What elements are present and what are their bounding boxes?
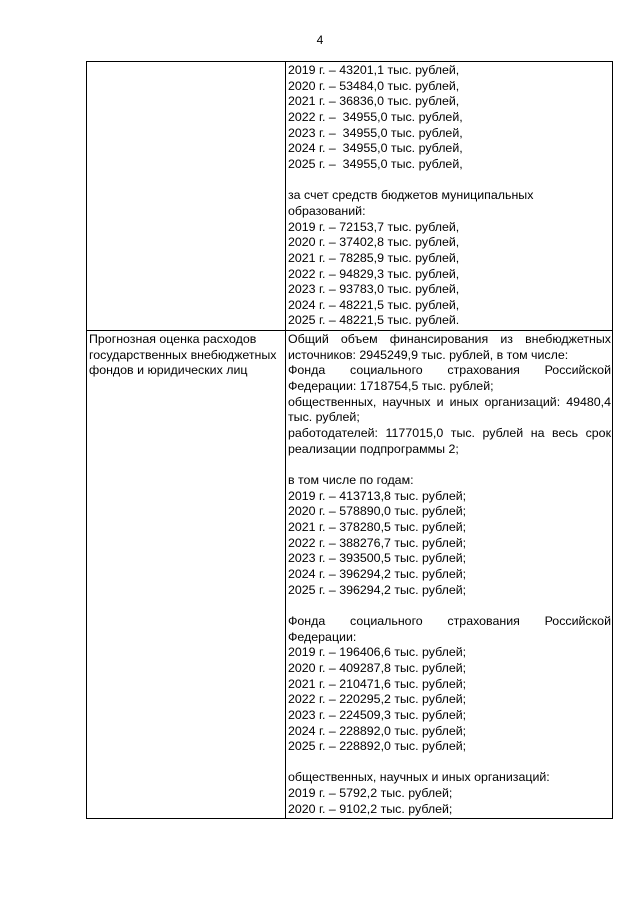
list-item: 2021 г. – 210471,6 тыс. рублей;	[288, 676, 467, 691]
list-item: 2023 г. – 93783,0 тыс. рублей,	[288, 282, 460, 297]
page-number: 4	[316, 33, 324, 47]
list-item: 2019 г. – 43201,1 тыс. рублей,	[288, 63, 460, 77]
by-years-list	[288, 489, 611, 599]
municipal-budget-heading: за счет средств бюджетов муниципальных образований:	[288, 188, 534, 218]
list-item: 2021 г. – 378280,5 тыс. рублей;	[288, 520, 467, 534]
row-label: Прогнозная оценка расходов государственных внебюджетных фондов и юридических лиц	[89, 332, 277, 378]
list-item: 2024 г. – 396294,2 тыс. рублей;	[288, 566, 467, 581]
list-item: 2023 г. – 224509,3 тыс. рублей;	[288, 707, 467, 722]
list-item: 2020 г. – 53484,0 тыс. рублей,	[288, 78, 460, 93]
row1-left-cell	[87, 62, 286, 331]
fss-total-paragraph: Фонда социального страхования Российской Федерации: 1718754,5 тыс. рублей;	[288, 363, 611, 394]
list-item: 2025 г. – 228892,0 тыс. рублей;	[288, 739, 467, 754]
financing-table	[86, 61, 613, 819]
fss-years-list	[288, 645, 611, 755]
row2-right-cell	[286, 331, 613, 819]
list-item: 2023 г. – 34955,0 тыс. рублей,	[288, 125, 463, 140]
list-item: 2021 г. – 36836,0 тыс. рублей,	[288, 94, 460, 109]
list-item: 2020 г. – 578890,0 тыс. рублей;	[288, 504, 467, 519]
list-item: 2024 г. – 34955,0 тыс. рублей,	[288, 141, 463, 156]
total-financing-paragraph: Общий объем финансирования из внебюджетных источников: 2945249,9 тыс. рублей, в том числе:	[288, 332, 611, 362]
list-item: 2023 г. – 393500,5 тыс. рублей;	[288, 551, 467, 566]
list-item: 2025 г. – 34955,0 тыс. рублей,	[288, 156, 463, 171]
orgs-total-paragraph: общественных, научных и иных организаций: 49480,4 тыс. рублей;	[288, 394, 611, 425]
row1-right-cell	[286, 62, 613, 331]
list-item: 2025 г. – 48221,5 тыс. рублей.	[288, 313, 460, 328]
regional-budget-years	[288, 63, 611, 173]
list-item: 2025 г. – 396294,2 тыс. рублей;	[288, 582, 467, 597]
list-item: 2020 г. – 37402,8 тыс. рублей,	[288, 235, 460, 250]
list-item: 2022 г. – 388276,7 тыс. рублей;	[288, 535, 467, 550]
list-item: 2022 г. – 94829,3 тыс. рублей,	[288, 266, 460, 281]
municipal-budget-years	[288, 220, 611, 330]
row2-left-cell	[87, 331, 286, 819]
list-item: 2020 г. – 9102,2 тыс. рублей;	[288, 801, 453, 816]
list-item: 2019 г. – 196406,6 тыс. рублей;	[288, 645, 467, 660]
list-item: 2019 г. – 5792,2 тыс. рублей;	[288, 786, 453, 801]
orgs-years-list	[288, 786, 611, 817]
list-item: 2019 г. – 413713,8 тыс. рублей;	[288, 488, 467, 503]
list-item: 2019 г. – 72153,7 тыс. рублей,	[288, 219, 460, 234]
list-item: 2022 г. – 220295,2 тыс. рублей;	[288, 692, 467, 707]
orgs-heading: общественных, научных и иных организаций:	[288, 770, 550, 785]
list-item: 2020 г. – 409287,8 тыс. рублей;	[288, 660, 467, 675]
list-item: 2024 г. – 48221,5 тыс. рублей,	[288, 297, 460, 312]
list-item: 2022 г. – 34955,0 тыс. рублей,	[288, 109, 463, 124]
table-row	[87, 331, 613, 819]
table-row	[87, 62, 613, 331]
fss-heading: Фонда социального страхования Российской Федерации:	[288, 613, 611, 644]
employers-total-paragraph: работодателей: 1177015,0 тыс. рублей на весь срок реализации подпрограммы 2;	[288, 426, 611, 456]
by-years-heading: в том числе по годам:	[288, 473, 414, 488]
list-item: 2021 г. – 78285,9 тыс. рублей,	[288, 250, 460, 265]
list-item: 2024 г. – 228892,0 тыс. рублей;	[288, 723, 467, 738]
